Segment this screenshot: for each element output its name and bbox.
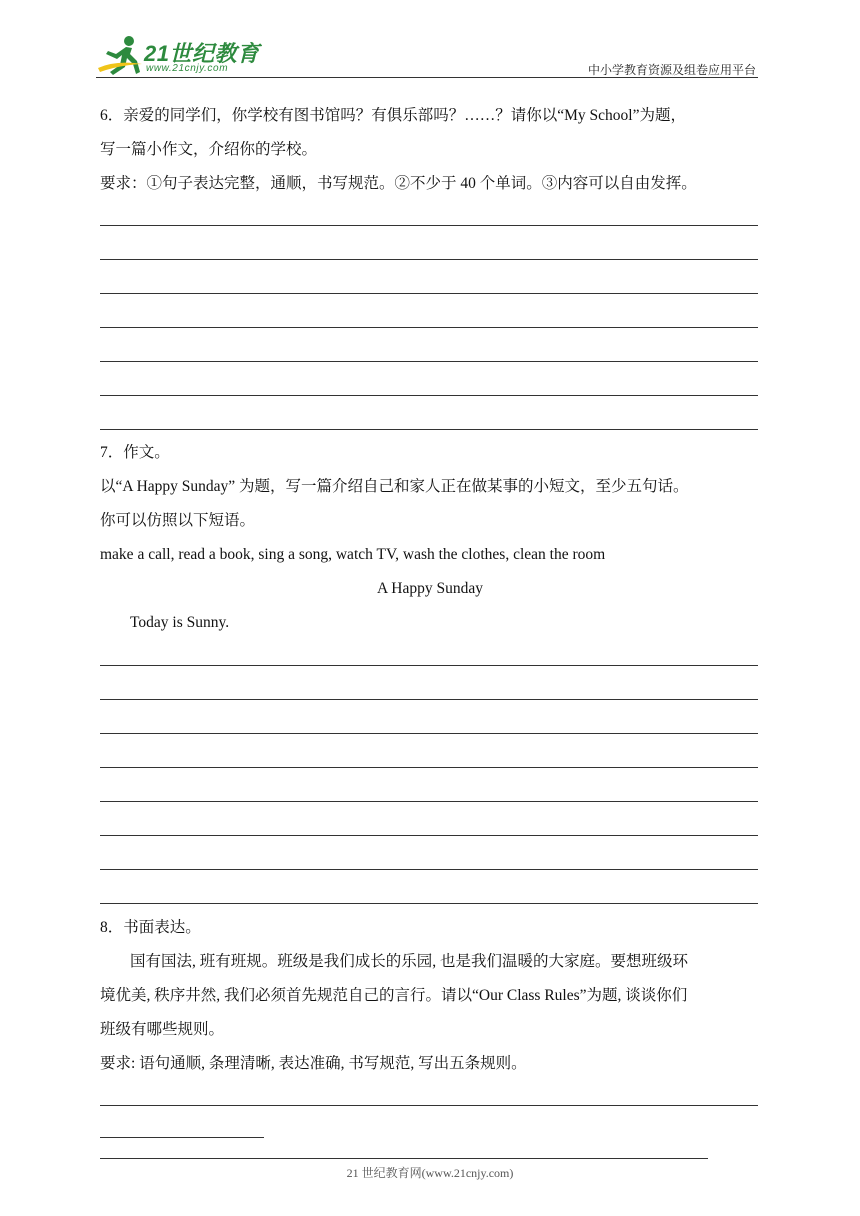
q6-writing-line	[100, 259, 758, 260]
q8-requirements: 要求: 语句通顺, 条理清晰, 表达准确, 书写规范, 写出五条规则。	[100, 1055, 527, 1072]
q8-heading: 8．书面表达。	[100, 919, 201, 936]
q6-writing-line	[100, 429, 758, 430]
q6-prompt-line-2: 写一篇小作文，介绍你的学校。	[100, 141, 318, 158]
q7-writing-line	[100, 733, 758, 734]
q6-writing-line	[100, 293, 758, 294]
q8-writing-line	[100, 1105, 758, 1106]
page-header	[0, 0, 860, 80]
q7-heading: 7．作文。	[100, 444, 170, 461]
platform-tagline: 中小学教育资源及组卷应用平台	[587, 63, 756, 77]
q6-writing-line	[100, 225, 758, 226]
footer-source: 21 世纪教育网(www.21cnjy.com)	[346, 1166, 514, 1180]
brand-logo	[96, 34, 266, 78]
q7-writing-line	[100, 869, 758, 870]
q7-hint: 你可以仿照以下短语。	[100, 512, 256, 529]
q6-requirements: 要求：①句子表达完整，通顺，书写规范。②不少于 40 个单词。③内容可以自由发挥。	[100, 175, 697, 192]
q8-prompt-line-2: 境优美, 秩序井然, 我们必须首先规范自己的言行。请以“Our Class Rules”为题, 谈谈你们	[100, 987, 688, 1004]
header-divider	[96, 77, 758, 78]
q7-essay-title: A Happy Sunday	[377, 580, 483, 597]
q7-writing-line	[100, 903, 758, 904]
brand-name: 21世纪教育	[144, 41, 260, 66]
q7-writing-line	[100, 835, 758, 836]
q6-prompt-line-1: 6．亲爱的同学们，你学校有图书馆吗？有俱乐部吗？……？请你以“My School”为题，	[100, 107, 686, 124]
q6-writing-line	[100, 395, 758, 396]
brand-url: www.21cnjy.com	[146, 63, 229, 74]
q6-writing-line	[100, 327, 758, 328]
q7-writing-line	[100, 699, 758, 700]
q8-prompt-line-3: 班级有哪些规则。	[100, 1021, 225, 1038]
q7-writing-line	[100, 665, 758, 666]
q7-writing-line	[100, 801, 758, 802]
q8-prompt-line-1: 国有国法, 班有班规。班级是我们成长的乐园, 也是我们温暖的大家庭。要想班级环	[130, 953, 689, 970]
q7-writing-line	[100, 767, 758, 768]
footer-divider	[100, 1158, 708, 1159]
q7-prompt: 以“A Happy Sunday” 为题，写一篇介绍自己和家人正在做某事的小短文，至少五句话。	[100, 478, 689, 495]
q6-writing-line	[100, 361, 758, 362]
q7-opening-sentence: Today is Sunny.	[130, 614, 230, 631]
runner-logo-icon	[96, 34, 144, 76]
q7-phrase-list: make a call, read a book, sing a song, watch TV, wash the clothes, clean the room	[100, 546, 606, 563]
q8-writing-line-short	[100, 1137, 264, 1138]
